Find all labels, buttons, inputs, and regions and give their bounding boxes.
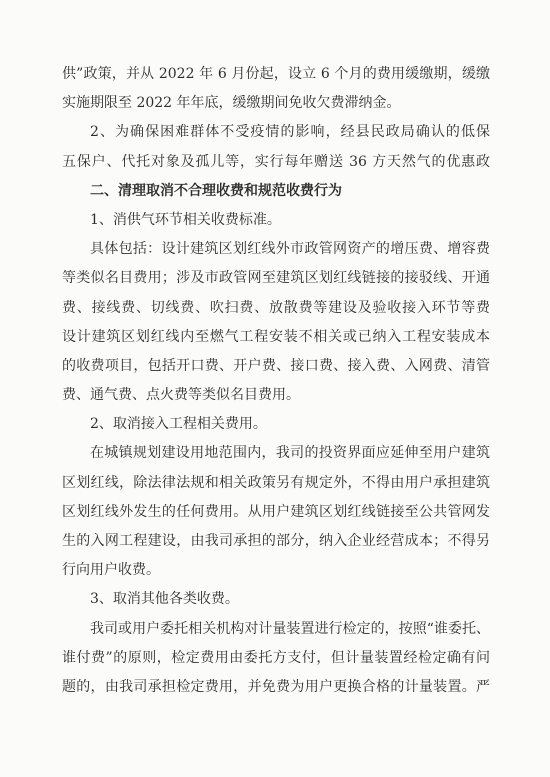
subheading-2 <box>62 410 490 439</box>
subheading-text: 3、取消其他各类收费。 <box>90 591 239 608</box>
text-line: 五保户、代托对象及孤儿等，实行每年赠送 36 方天然气的优惠政 <box>62 153 490 170</box>
paragraph-fee-details <box>62 235 490 410</box>
text-line: 区划红线，除法律法规和相关政策另有规定外，不得由用户承担建筑 <box>62 474 490 491</box>
text-line: 设计建筑区划红线内至燃气工程安装不相关或已纳入工程安装成本 <box>62 328 490 345</box>
subheading-3 <box>62 585 490 614</box>
text-line: 的收费项目，包括开口费、开户费、接口费、接入费、入网费、清管 <box>62 357 490 374</box>
text-line: 2、为确保困难群体不受疫情的影响，经县民政局确认的低保 <box>90 124 490 141</box>
text-line: 费、通气费、点火费等类似名目费用。 <box>62 387 300 404</box>
text-line: 具体包括：设计建筑区划红线外市政管网资产的增压费、增容费 <box>90 241 490 258</box>
document-body <box>62 60 490 702</box>
text-line: 题的，由我司承担检定费用，并免费为用户更换合格的计量装置。严 <box>62 678 490 695</box>
text-line: 区划红线外发生的任何费用。从用户建筑区划红线链接至公共管网发 <box>62 503 490 520</box>
text-line: 行向用户收费。 <box>62 562 160 579</box>
subheading-1 <box>62 206 490 235</box>
text-line: 实施期限至 2022 年年底，缓缴期间免收欠费滞纳金。 <box>62 95 401 112</box>
paragraph-metering-inspection <box>62 615 490 703</box>
text-line: 我司或用户委托相关机构对计量装置进行检定的，按照“谁委托、 <box>90 620 490 637</box>
text-line: 等类似名目费用；涉及市政管网至建筑区划红线链接的接驳线、开通 <box>62 270 490 287</box>
text-line: 在城镇规划建设用地范围内，我司的投资界面应延伸至用户建筑 <box>90 445 490 462</box>
section-heading: 二、清理取消不合理收费和规范收费行为 <box>90 182 342 199</box>
text-line: 谁付费”的原则，检定费用由委托方支付，但计量装置经检定确有问 <box>62 649 490 666</box>
paragraph-policy-continuation <box>62 60 490 118</box>
paragraph-item-2-subsidy <box>62 118 490 176</box>
text-line: 费、接线费、切线费、吹扫费、放散费等建设及验收接入环节等费 <box>62 299 490 316</box>
subheading-text: 2、取消接入工程相关费用。 <box>90 416 267 433</box>
text-line: 生的入网工程建设，由我司承担的部分，纳入企业经营成本；不得另 <box>62 533 490 549</box>
paragraph-connection-fees <box>62 439 490 585</box>
subheading-text: 1、消供气环节相关收费标准。 <box>90 211 281 228</box>
text-line: 供”政策，并从 2022 年 6 月份起，设立 6 个月的费用缓缴期，缓缴 <box>62 66 490 82</box>
section-heading-2 <box>62 177 490 206</box>
